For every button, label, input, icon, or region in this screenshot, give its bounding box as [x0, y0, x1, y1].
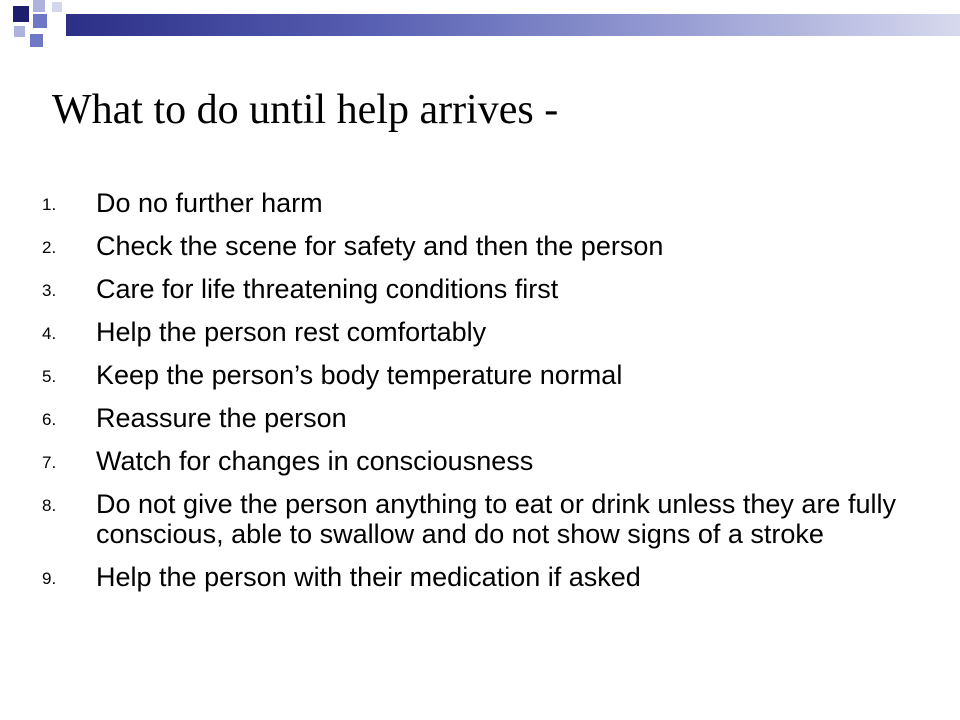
- corner-square-dark: [13, 6, 29, 22]
- step-text: Care for life threatening conditions first: [96, 274, 559, 304]
- step-number: 8.: [42, 496, 57, 515]
- corner-square-light: [33, 0, 45, 12]
- list-item: [40, 317, 940, 347]
- step-number: 9.: [42, 569, 57, 588]
- step-text: Watch for changes in consciousness: [96, 446, 534, 476]
- step-number: 5.: [42, 367, 57, 386]
- step-number: 2.: [42, 238, 57, 257]
- step-number: 3.: [42, 281, 57, 300]
- step-number: 7.: [42, 453, 57, 472]
- list-item: [40, 562, 940, 592]
- step-number: 4.: [42, 324, 57, 343]
- slide-title: What to do until help arrives -: [52, 87, 559, 133]
- step-text: Keep the person’s body temperature normal: [96, 360, 623, 390]
- corner-square-mid: [33, 14, 47, 28]
- list-item: [40, 274, 940, 304]
- corner-square-pale: [52, 2, 62, 12]
- list-item: [40, 489, 940, 549]
- step-text: Help the person with their medication if asked: [96, 562, 641, 592]
- corner-square-lower: [30, 34, 43, 47]
- step-text: Reassure the person: [96, 403, 347, 433]
- step-number: 6.: [42, 410, 57, 429]
- step-text: Check the scene for safety and then the person: [96, 231, 664, 261]
- step-text: Do not give the person anything to eat or drink unless they are fully conscious, able to swallow and do not show signs of a stroke: [96, 489, 896, 549]
- steps-list: [40, 188, 940, 605]
- list-item: [40, 403, 940, 433]
- step-number: 1.: [42, 195, 57, 214]
- step-text: Help the person rest comfortably: [96, 317, 487, 347]
- list-item: [40, 188, 940, 218]
- header-gradient-bar: [66, 14, 960, 36]
- list-item: [40, 231, 940, 261]
- corner-square-small: [14, 26, 25, 37]
- list-item: [40, 446, 940, 476]
- step-text: Do no further harm: [96, 188, 323, 218]
- list-item: [40, 360, 940, 390]
